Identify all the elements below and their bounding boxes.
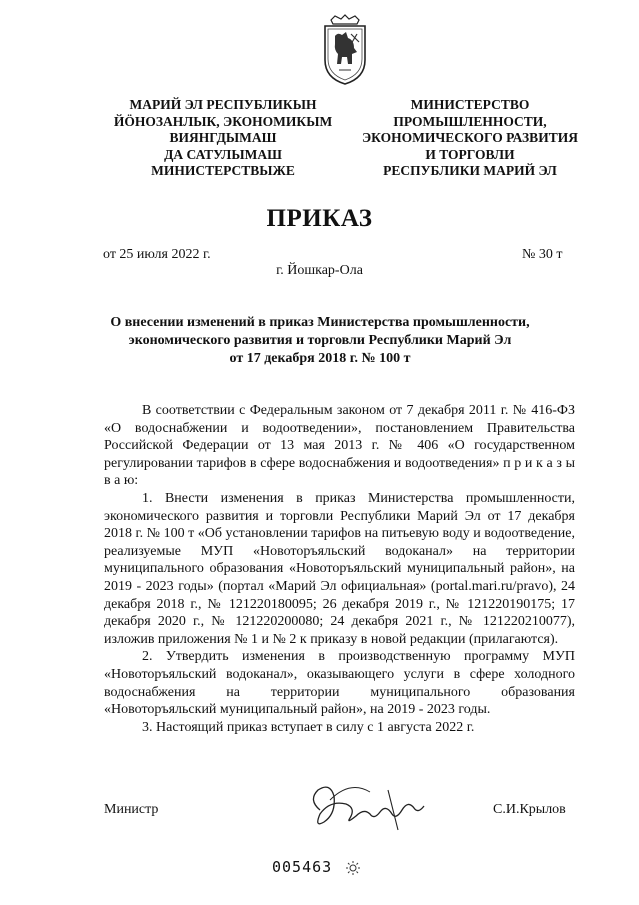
document-body bbox=[104, 402, 575, 736]
document-date: от 25 июля 2022 г. bbox=[103, 247, 211, 262]
header-right-line: ПРОМЫШЛЕННОСТИ, bbox=[393, 113, 547, 129]
coat-of-arms-emblem bbox=[321, 14, 369, 86]
header-left-line: ДА САТУЛЫМАШ bbox=[164, 146, 282, 162]
document-title: ПРИКАЗ bbox=[266, 205, 373, 232]
header-right-block bbox=[352, 97, 588, 180]
header-right-line: И ТОРГОВЛИ bbox=[425, 146, 515, 162]
subject-line: экономического развития и торговли Республики Марий Эл bbox=[128, 333, 512, 348]
header-right-line: ЭКОНОМИЧЕСКОГО РАЗВИТИЯ bbox=[362, 130, 578, 145]
body-paragraph: 1. Внести изменения в приказ Министерства промышленности, экономического развития и торговли Республики Марий Эл от 17 декабря 2018 г. № 100 т «Об установлении тарифов на питьевую воду и водоотведение, реализуемые МУП «Новоторъяльский водоканал» на территории муниципального образования «Новоторъяльский муниципальный район», на 2019 - 2023 годы» (портал «Марий Эл официальная» (portal.mari.ru/pravo), 24 декабря 2018 г., № 121220180095; 26 декабря 2019 г., № 121220190175; 17 декабря 2020 г., № 121220200080; 24 декабря 2021 г., № 121220210077), изложив приложения № 1 и № 2 к приказу в новой редакции (прилагаются). bbox=[104, 490, 575, 647]
header-right-line: МИНИСТЕРСТВО bbox=[410, 97, 530, 112]
serial-number: 005463 bbox=[272, 858, 333, 876]
document-number: № 30 т bbox=[522, 247, 563, 262]
subject-line: О внесении изменений в приказ Министерства промышленности, bbox=[110, 315, 530, 330]
header-left-line: МАРИЙ ЭЛ РЕСПУБЛИКЫН bbox=[129, 97, 317, 112]
sun-mark-icon bbox=[345, 860, 361, 876]
signatory-name: С.И.Крылов bbox=[493, 802, 566, 817]
header-left-line: ЙӦНОЗАНЛЫК, ЭКОНОМИКЫМ bbox=[113, 113, 333, 129]
document-city: г. Йошкар-Ола bbox=[276, 263, 363, 278]
body-paragraph: 3. Настоящий приказ вступает в силу с 1 августа 2022 г. bbox=[142, 719, 475, 735]
body-paragraph: 2. Утвердить изменения в производственную программу МУП «Новоторъяльский водоканал», оказывающего услуги в сфере холодного водоснабжения на территории муниципального образования «Новоторъяльский муниципальный район», на 2019 - 2023 годы. bbox=[104, 649, 575, 718]
header-left-line: МИНИСТЕРСТВЫЖЕ bbox=[151, 163, 295, 178]
body-paragraph: В соответствии с Федеральным законом от 7 декабря 2011 г. № 416-ФЗ «О водоснабжении и водоотведении», постановлением Правительства Российской Федерации от 13 мая 2013 г. № 406 «О государственном регулировании тарифов в сфере водоснабжения и водоотведения» п р и к а з ы в а ю: bbox=[104, 403, 575, 489]
header-left-line: ВИЯНГДЫМАШ bbox=[169, 130, 277, 145]
signatory-role: Министр bbox=[104, 802, 159, 817]
subject-line: от 17 декабря 2018 г. № 100 т bbox=[229, 351, 411, 366]
handwritten-signature bbox=[290, 770, 440, 840]
header-left-block bbox=[108, 97, 338, 180]
document-subject bbox=[100, 314, 540, 368]
header-right-line: РЕСПУБЛИКИ МАРИЙ ЭЛ bbox=[383, 163, 557, 178]
